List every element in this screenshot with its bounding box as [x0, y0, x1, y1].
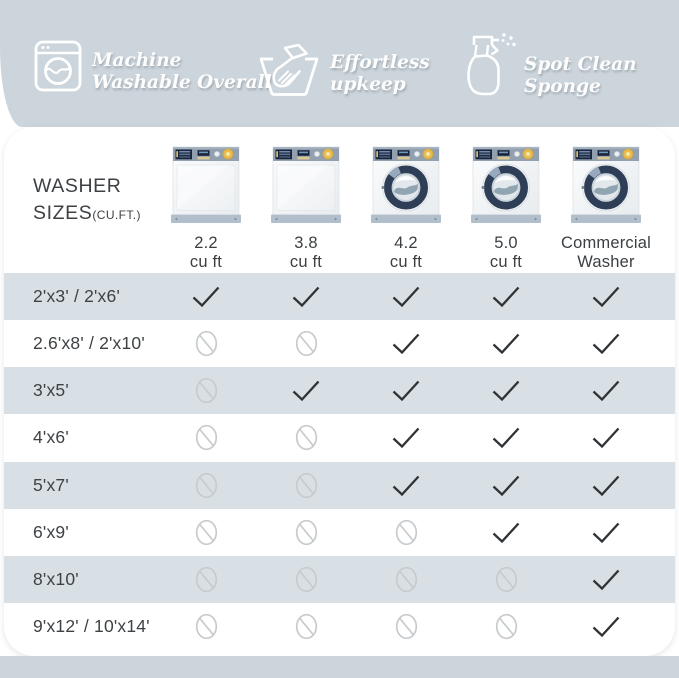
not-suitable-icon	[294, 329, 319, 358]
table-row	[4, 509, 675, 556]
fit-cell	[256, 379, 356, 402]
washer-column-1	[256, 127, 356, 272]
fit-cell	[356, 285, 456, 308]
no-fit-cell	[156, 518, 256, 547]
rug-size-label: 6'x9'	[33, 521, 69, 542]
not-suitable-icon	[194, 329, 219, 358]
fit-cell	[556, 521, 656, 544]
no-fit-cell	[256, 423, 356, 452]
check-icon	[191, 285, 221, 308]
table-row	[4, 273, 675, 320]
fit-cell	[556, 474, 656, 497]
check-icon	[391, 285, 421, 308]
fit-cell	[456, 426, 556, 449]
washer-column-4	[556, 127, 656, 272]
table-row	[4, 320, 675, 367]
washer-size-label-line: 3.8	[294, 234, 318, 252]
fit-cell	[556, 568, 656, 591]
rug-size-label: 5'x7'	[33, 474, 69, 495]
check-icon	[491, 379, 521, 402]
fit-cell	[356, 332, 456, 355]
feature-machine-washable	[34, 40, 272, 97]
hand-wash-icon	[258, 44, 320, 105]
check-icon	[591, 426, 621, 449]
washer-size-label	[190, 234, 222, 272]
rug-size-label: 8'x10'	[33, 568, 79, 589]
washer-size-label	[561, 234, 651, 272]
feature-label-line: Machine	[92, 50, 182, 71]
check-icon	[591, 332, 621, 355]
table-row	[4, 414, 675, 461]
check-icon	[491, 474, 521, 497]
top-load-washer-image	[270, 144, 342, 229]
fit-cell	[556, 285, 656, 308]
table-row	[4, 603, 675, 650]
not-suitable-icon	[294, 471, 319, 500]
check-icon	[391, 426, 421, 449]
not-suitable-icon	[194, 423, 219, 452]
check-icon	[491, 332, 521, 355]
check-icon	[591, 285, 621, 308]
not-suitable-icon	[194, 518, 219, 547]
no-fit-cell	[256, 518, 356, 547]
check-icon	[491, 285, 521, 308]
table-row	[4, 462, 675, 509]
no-fit-cell	[156, 376, 256, 405]
bottom-band	[0, 656, 679, 678]
check-icon	[291, 379, 321, 402]
washer-size-label-line: 4.2	[394, 234, 418, 252]
rug-size-label: 2'x3' / 2'x6'	[33, 286, 120, 307]
title-suffix: (CU.FT.)	[92, 208, 141, 222]
no-fit-cell	[356, 518, 456, 547]
check-icon	[591, 521, 621, 544]
washer-size-label-line: cu ft	[289, 253, 323, 271]
no-fit-cell	[256, 471, 356, 500]
no-fit-cell	[156, 471, 256, 500]
front-load-washer-image	[570, 144, 642, 229]
rug-size-label: 3'x5'	[33, 380, 69, 401]
washer-size-label-line: cu ft	[389, 253, 423, 271]
washer-size-label-line: 5.0	[494, 234, 518, 252]
fit-cell	[356, 426, 456, 449]
washer-size-label-line: cu ft	[189, 253, 223, 271]
not-suitable-icon	[294, 518, 319, 547]
not-suitable-icon	[294, 612, 319, 641]
washer-column-0	[156, 127, 256, 272]
title-line-2: SIZES	[33, 202, 93, 224]
rug-size-label: 4'x6'	[33, 427, 69, 448]
spray-bottle-icon	[466, 32, 516, 103]
front-load-washer-image	[370, 144, 442, 229]
fit-cell	[456, 379, 556, 402]
no-fit-cell	[156, 612, 256, 641]
feature-label-line: Sponge	[524, 75, 601, 97]
not-suitable-icon	[494, 565, 519, 594]
washer-column-3	[456, 127, 556, 272]
fit-cell	[356, 474, 456, 497]
washer-size-label-line: Commercial	[560, 234, 651, 252]
washer-size-table-card	[4, 127, 675, 656]
not-suitable-icon	[194, 471, 219, 500]
table-row	[4, 367, 675, 414]
feature-label-line: upkeep	[330, 73, 406, 95]
check-icon	[491, 426, 521, 449]
check-icon	[591, 615, 621, 638]
feature-spot-clean	[466, 32, 637, 103]
not-suitable-icon	[194, 565, 219, 594]
no-fit-cell	[456, 565, 556, 594]
washer-size-label	[490, 234, 522, 272]
washer-size-label-line: cu ft	[489, 253, 523, 271]
fit-cell	[456, 285, 556, 308]
fit-cell	[256, 285, 356, 308]
washer-size-label-line: 2.2	[194, 234, 218, 252]
feature-label-line: Effortless	[330, 52, 430, 73]
rug-size-label: 9'x12' / 10'x14'	[33, 616, 150, 637]
check-icon	[591, 379, 621, 402]
no-fit-cell	[256, 565, 356, 594]
feature-effortless-upkeep	[258, 44, 430, 105]
not-suitable-icon	[194, 612, 219, 641]
not-suitable-icon	[194, 376, 219, 405]
not-suitable-icon	[294, 423, 319, 452]
check-icon	[391, 474, 421, 497]
not-suitable-icon	[294, 565, 319, 594]
no-fit-cell	[256, 329, 356, 358]
fit-cell	[456, 474, 556, 497]
table-header	[4, 127, 675, 273]
table-row	[4, 556, 675, 603]
no-fit-cell	[456, 612, 556, 641]
check-icon	[391, 332, 421, 355]
not-suitable-icon	[394, 565, 419, 594]
fit-cell	[556, 379, 656, 402]
feature-label-line: Spot Clean	[524, 54, 637, 75]
washing-machine-icon	[34, 40, 82, 97]
washer-columns	[156, 127, 656, 272]
fit-cell	[156, 285, 256, 308]
no-fit-cell	[156, 423, 256, 452]
fit-cell	[456, 332, 556, 355]
no-fit-cell	[256, 612, 356, 641]
not-suitable-icon	[494, 612, 519, 641]
check-icon	[591, 474, 621, 497]
fit-cell	[556, 426, 656, 449]
no-fit-cell	[356, 565, 456, 594]
not-suitable-icon	[394, 518, 419, 547]
no-fit-cell	[156, 329, 256, 358]
rug-size-rows	[4, 273, 675, 650]
feature-band	[0, 0, 679, 127]
washer-size-label	[290, 234, 322, 272]
fit-cell	[556, 615, 656, 638]
washer-sizes-title	[33, 173, 141, 229]
rug-size-label: 2.6'x8' / 2'x10'	[33, 333, 145, 354]
fit-cell	[456, 521, 556, 544]
washer-size-label	[390, 234, 422, 272]
check-icon	[491, 521, 521, 544]
top-load-washer-image	[170, 144, 242, 229]
fit-cell	[356, 379, 456, 402]
check-icon	[591, 568, 621, 591]
feature-label-line: Washable Overall	[92, 71, 272, 93]
washer-size-label-line: Washer	[577, 253, 635, 271]
no-fit-cell	[156, 565, 256, 594]
front-load-washer-image	[470, 144, 542, 229]
washer-column-2	[356, 127, 456, 272]
fit-cell	[556, 332, 656, 355]
not-suitable-icon	[394, 612, 419, 641]
no-fit-cell	[356, 612, 456, 641]
title-line-1: WASHER	[33, 175, 122, 197]
check-icon	[391, 379, 421, 402]
check-icon	[291, 285, 321, 308]
